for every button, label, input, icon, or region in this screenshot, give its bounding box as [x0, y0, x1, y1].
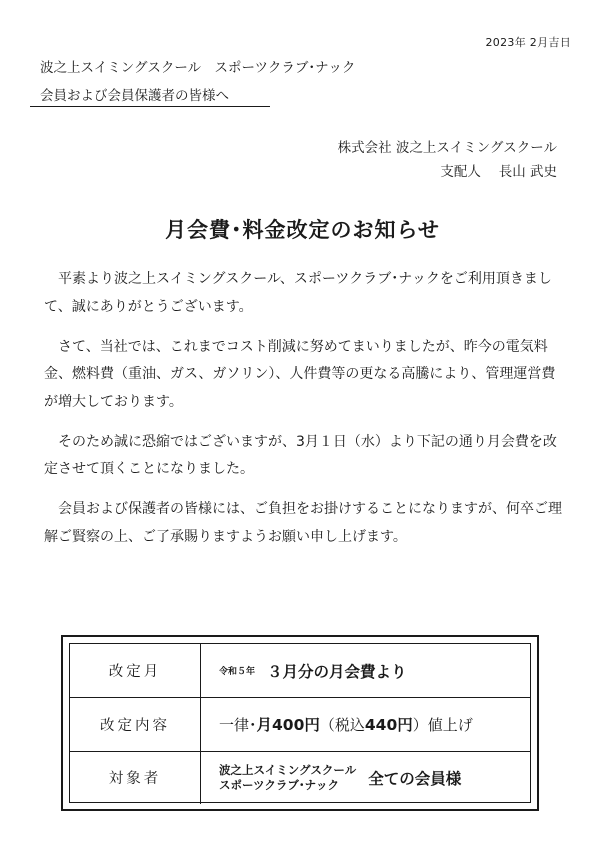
- recipient-organization: 波之上スイミングスクール スポーツクラブ･ナック: [40, 60, 356, 76]
- recipient-addressee: 会員および会員保護者の皆様へ: [40, 88, 229, 104]
- price-prefix: 一律･: [219, 715, 257, 734]
- sender-block: [338, 136, 557, 184]
- revision-table-frame: [61, 635, 539, 811]
- target-scope-line2: スポーツクラブ･ナック: [219, 777, 339, 792]
- row-value-target: [201, 752, 530, 804]
- price-monthly: 月400円: [256, 716, 320, 735]
- row-label-revision-content: 改定内容: [70, 698, 201, 750]
- revision-month-text: ３月分の月会費より: [267, 662, 407, 681]
- row-label-target: 対象者: [70, 752, 201, 804]
- sender-person: 支配人 長山 武史: [440, 164, 557, 180]
- paragraph: 会員および保護者の皆様には、ご負担をお掛けすることになりますが、何卒ご理解ご賢察の上、ご了承賜りますようお願い申し上げます。: [44, 501, 562, 545]
- era-year: 令和５年: [219, 667, 256, 678]
- price-tax-open: （税込: [319, 715, 365, 734]
- paragraph: さて、当社では、これまでコスト削減に努めてまいりましたが、昨今の電気料金、燃料費（重油、ガス、ガソリン）、人件費等の更なる高騰により、管理運営費が増大しております。: [44, 338, 556, 410]
- price-suffix: ）値上げ: [412, 715, 473, 734]
- target-scope-line1: 波之上スイミングスクール: [219, 762, 357, 777]
- document-title: 月会費･料金改定のお知らせ: [165, 217, 440, 242]
- document-date: 2023年 2月吉日: [485, 36, 571, 49]
- sender-company: 株式会社 波之上スイミングスクール: [337, 140, 557, 156]
- table-row: [70, 751, 530, 804]
- paragraph: そのため誠に恐縮ではございますが、3月１日（水）より下記の通り月会費を改定させて頂くことになりました。: [44, 433, 557, 477]
- row-value-revision-content: [201, 698, 530, 750]
- revision-table: [69, 643, 531, 803]
- table-row: [70, 644, 530, 697]
- document-body: [44, 266, 569, 564]
- target-scope: [219, 763, 356, 793]
- recipient-underline: [30, 106, 270, 107]
- target-members: 全ての会員様: [368, 769, 462, 788]
- table-row: [70, 697, 530, 750]
- price-with-tax: 440円: [364, 716, 413, 735]
- row-label-revision-month: 改定月: [70, 644, 201, 697]
- row-value-revision-month: [201, 644, 530, 697]
- paragraph: 平素より波之上スイミングスクール、スポーツクラブ･ナックをご利用頂きまして、誠にありがとうございます。: [44, 271, 552, 315]
